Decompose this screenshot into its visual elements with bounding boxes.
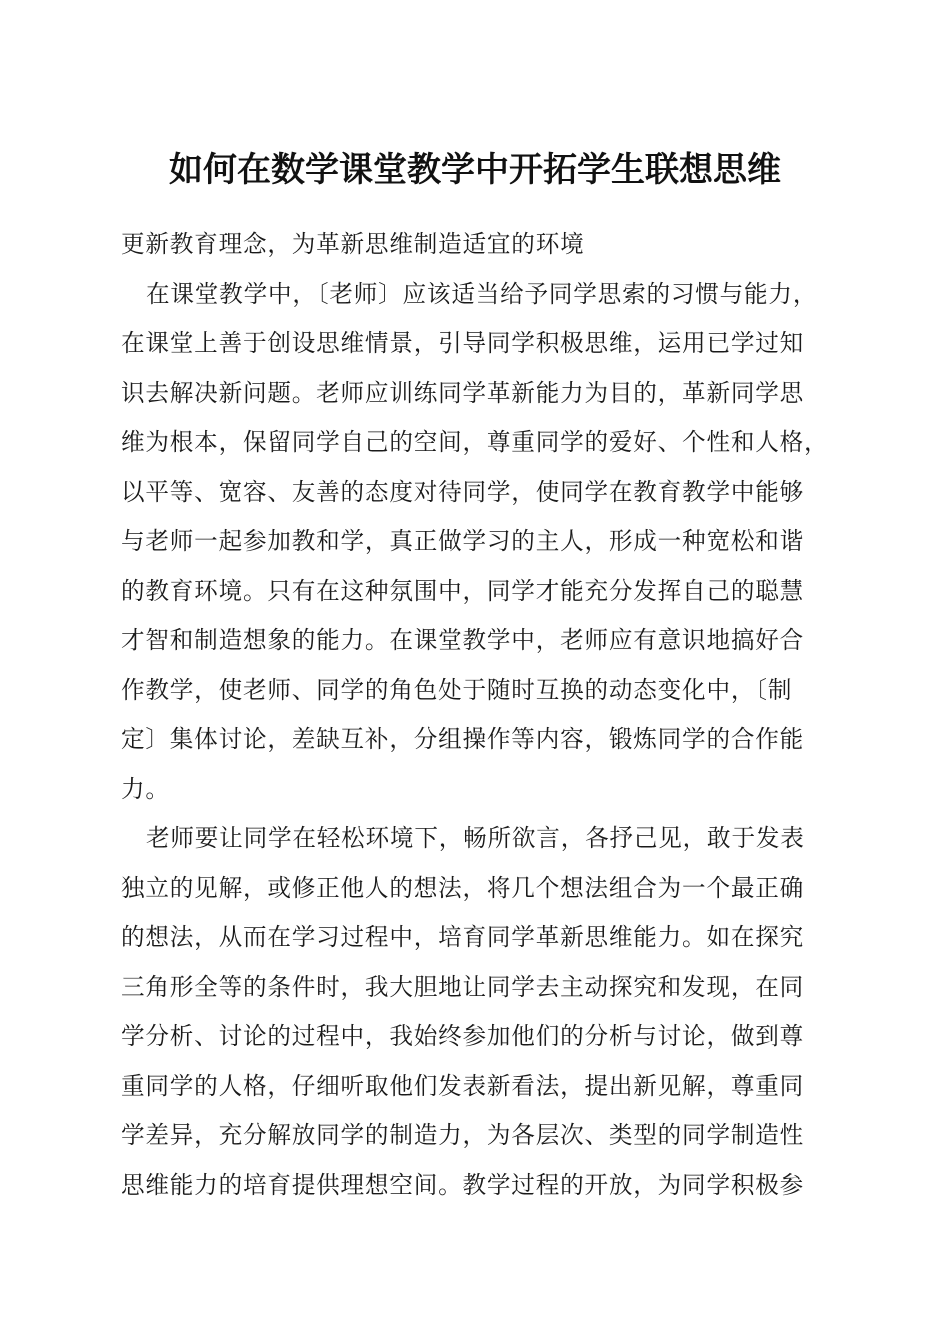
- paragraph-line: 学分析、讨论的过程中，我始终参加他们的分析与讨论，做到尊: [121, 1022, 805, 1050]
- paragraph-line: 定〕集体讨论，差缺互补，分组操作等内容，锻炼同学的合作能: [121, 725, 805, 753]
- paragraph-line: 作教学，使老师、同学的角色处于随时互换的动态变化中，〔制: [121, 675, 793, 704]
- paragraph-line: 力。: [121, 774, 170, 803]
- paragraph-line: 老师要让同学在轻松环境下，畅所欲言，各抒己见，敢于发表: [146, 824, 805, 852]
- paragraph-line: 学差异，充分解放同学的制造力，为各层次、类型的同学制造性: [121, 1121, 805, 1149]
- paragraph-1: [121, 274, 833, 819]
- document-title: 如何在数学课堂教学中开拓学生联想思维: [169, 150, 781, 190]
- paragraph-line: 在课堂教学中，〔老师〕应该适当给予同学思索的习惯与能力，: [146, 279, 818, 308]
- paragraph-line: 才智和制造想象的能力。在课堂教学中，老师应有意识地搞好合: [121, 626, 805, 654]
- document-body: [121, 224, 833, 1214]
- paragraph-2: [121, 818, 833, 1214]
- paragraph-line: 独立的见解，或修正他人的想法，将几个想法组合为一个最正确: [121, 873, 805, 902]
- paragraph-line: 重同学的人格，仔细听取他们发表新看法，提出新见解，尊重同: [121, 1071, 805, 1100]
- paragraph-line: 的教育环境。只有在这种氛围中，同学才能充分发挥自己的聪慧: [121, 576, 805, 605]
- paragraph-line: 与老师一起参加教和学，真正做学习的主人，形成一种宽松和谐: [121, 527, 805, 555]
- paragraph-line: 思维能力的培育提供理想空间。教学过程的开放，为同学积极参: [121, 1170, 805, 1199]
- paragraph-line: 在课堂上善于创设思维情景，引导同学积极思维，运用已学过知: [121, 329, 805, 357]
- paragraph-line: 识去解决新问题。老师应训练同学革新能力为目的，革新同学思: [121, 378, 805, 407]
- paragraph-line: 以平等、宽容、友善的态度对待同学，使同学在教育教学中能够: [121, 477, 805, 506]
- section-heading: 更新教育理念，为革新思维制造适宜的环境: [121, 230, 585, 258]
- paragraph-line: 三角形全等的条件时，我大胆地让同学去主动探究和发现，在同: [121, 972, 805, 1001]
- paragraph-line: 的想法，从而在学习过程中，培育同学革新思维能力。如在探究: [121, 923, 805, 951]
- paragraph-line: 维为根本，保留同学自己的空间，尊重同学的爱好、个性和人格，: [121, 428, 829, 456]
